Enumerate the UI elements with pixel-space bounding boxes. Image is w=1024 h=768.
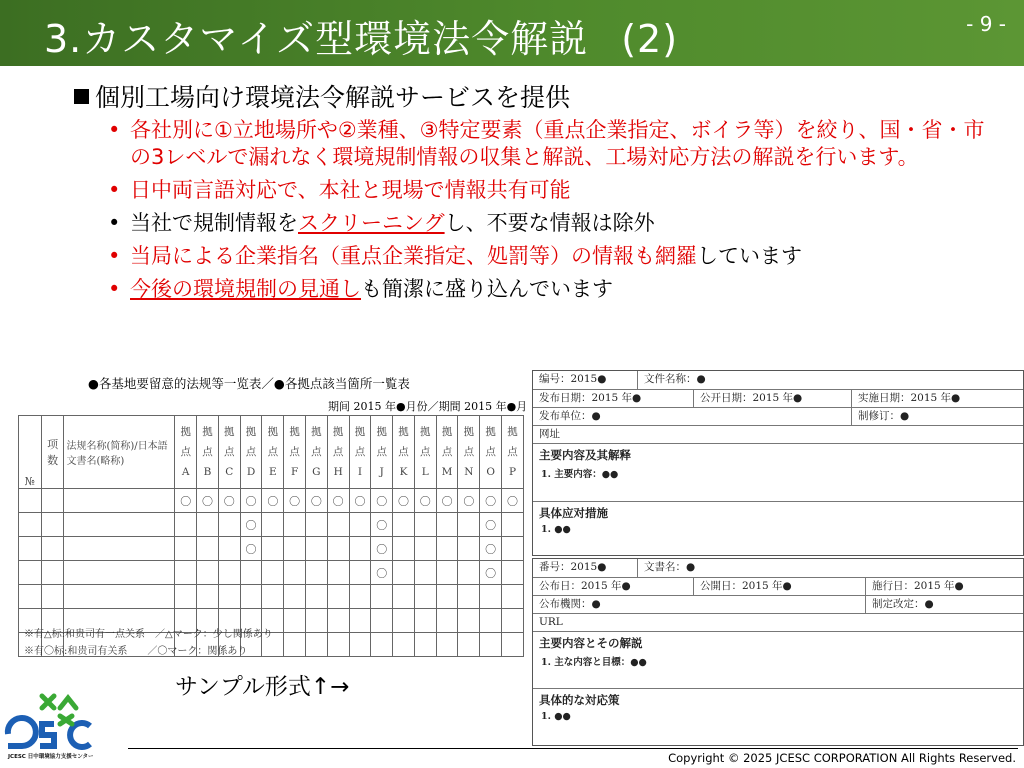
table-cell <box>414 489 436 513</box>
base-label: 拠点 <box>332 426 344 458</box>
base-code: G <box>312 466 321 478</box>
circle-mark: 〇 <box>485 494 497 508</box>
table-cell <box>458 489 480 513</box>
table-cell <box>19 561 42 585</box>
base-code: M <box>441 466 453 478</box>
table-row <box>19 585 524 609</box>
table-cell <box>414 585 436 609</box>
table-cell <box>197 561 219 585</box>
note-triangle: ※有△标:和贵司有一点关系 ／△マーク：少し関係あり <box>24 629 273 640</box>
circle-mark: 〇 <box>485 518 497 532</box>
table-cell <box>480 609 502 633</box>
cn-form-row <box>533 371 1023 390</box>
header-base <box>502 416 524 489</box>
table-cell <box>284 537 306 561</box>
header-base <box>175 416 197 489</box>
bullet-3-underline: スクリーニング <box>298 211 445 235</box>
base-label: 拠点 <box>202 426 213 458</box>
table-cell <box>284 513 306 537</box>
table-cell <box>327 513 349 537</box>
table-cell <box>262 561 284 585</box>
table-cell <box>393 633 415 657</box>
table-cell <box>480 585 502 609</box>
circle-mark: 〇 <box>245 494 257 508</box>
base-label: 拠点 <box>311 426 322 458</box>
bullet-4-red: 当局による企業指名（重点企業指定、処罰等）の情報も網羅 <box>130 244 697 268</box>
table-cell <box>502 633 524 657</box>
jp-revision: 制定改定：● <box>865 596 1023 613</box>
table-cell <box>502 609 524 633</box>
bullet-2-text: 日中両言語対応で、本社と現場で情報共有可能 <box>130 178 571 202</box>
table-cell <box>64 585 175 609</box>
table-cell <box>218 489 240 513</box>
table-cell <box>262 513 284 537</box>
header-base <box>197 416 219 489</box>
table-cell <box>64 561 175 585</box>
sample-law-list <box>18 368 528 657</box>
cn-doc-name: 文件名称：● <box>637 371 1023 389</box>
table-cell <box>197 513 219 537</box>
table-cell <box>41 489 64 513</box>
cn-number: 编号：2015● <box>539 373 607 385</box>
circle-mark: 〇 <box>332 494 344 508</box>
jp-issuer: 公布機関：● <box>539 598 601 610</box>
sample-notes <box>24 626 273 660</box>
circle-mark: 〇 <box>267 494 279 508</box>
table-cell <box>305 489 327 513</box>
table-row <box>19 489 524 513</box>
table-cell <box>502 513 524 537</box>
table-cell <box>393 489 415 513</box>
cn-content-title: 主要内容及其解释 <box>539 448 631 462</box>
table-cell <box>393 561 415 585</box>
cn-revision: 制修订：● <box>851 408 1023 425</box>
table-cell <box>19 537 42 561</box>
note-circle: ※有〇标:和贵司有关系 ／〇マーク：関係あり <box>24 646 248 657</box>
base-label: 拠点 <box>267 426 279 458</box>
bullet-item <box>108 210 998 237</box>
jp-content-title: 主要内容とその解説 <box>539 636 643 650</box>
header-base <box>371 416 393 489</box>
slide-title-text: 3.カスタマイズ型環境法令解説 <box>44 17 589 61</box>
bullet-5-red: 今後の環境規制の見通し <box>130 277 361 301</box>
table-cell <box>218 513 240 537</box>
bullet-item <box>108 276 998 303</box>
main-heading-text: 個別工場向け環境法令解説サービスを提供 <box>95 83 571 112</box>
cn-content-block <box>533 444 1023 502</box>
jp-action-block <box>533 689 1023 741</box>
jp-content-item: 1. 主な内容と目標：●● <box>541 657 647 668</box>
circle-mark: 〇 <box>419 494 431 508</box>
table-cell <box>262 489 284 513</box>
circle-mark: 〇 <box>289 494 301 508</box>
base-label: 拠点 <box>441 426 453 458</box>
base-label: 拠点 <box>224 426 235 458</box>
base-code: H <box>333 466 343 478</box>
base-code: E <box>268 466 277 478</box>
header-base <box>414 416 436 489</box>
table-cell <box>19 489 42 513</box>
table-cell <box>480 513 502 537</box>
table-cell <box>458 609 480 633</box>
header-base <box>218 416 240 489</box>
cn-regulation-form <box>532 370 1024 556</box>
sample-law-table <box>18 415 524 657</box>
table-cell <box>64 537 175 561</box>
table-cell <box>480 633 502 657</box>
table-cell <box>327 633 349 657</box>
table-cell <box>19 585 42 609</box>
table-cell <box>436 489 458 513</box>
table-cell <box>371 513 393 537</box>
header-law-name: 法规名称(简称)/日本語文書名(略称) <box>64 416 175 489</box>
jp-content-block <box>533 632 1023 689</box>
header-base <box>393 416 415 489</box>
table-row <box>19 537 524 561</box>
circle-mark: 〇 <box>223 494 235 508</box>
table-cell <box>175 513 197 537</box>
table-cell <box>262 537 284 561</box>
sample-list-period: 期间 2015 年●月份／期間 2015 年●月 <box>328 400 528 413</box>
table-cell <box>197 489 219 513</box>
jp-number: 番号：2015● <box>539 561 607 573</box>
table-cell <box>458 585 480 609</box>
slide-title-suffix: (2) <box>621 17 679 61</box>
bullet-item <box>108 243 998 270</box>
table-cell <box>349 609 371 633</box>
table-cell <box>349 633 371 657</box>
table-cell <box>64 513 175 537</box>
table-cell <box>349 561 371 585</box>
table-cell <box>458 537 480 561</box>
base-code: A <box>181 466 190 478</box>
table-cell <box>371 609 393 633</box>
table-cell <box>393 513 415 537</box>
header-base <box>436 416 458 489</box>
table-cell <box>218 537 240 561</box>
jp-action-title: 具体的な対応策 <box>539 693 620 707</box>
circle-mark: 〇 <box>485 542 497 556</box>
cn-content-item: 1. 主要内容：●● <box>541 469 619 480</box>
circle-mark: 〇 <box>245 542 257 556</box>
table-cell <box>197 537 219 561</box>
table-cell <box>284 585 306 609</box>
table-cell <box>414 513 436 537</box>
table-cell <box>480 561 502 585</box>
header-base <box>327 416 349 489</box>
header-base <box>284 416 306 489</box>
table-cell <box>305 585 327 609</box>
jp-form-row <box>533 596 1023 614</box>
table-cell <box>393 585 415 609</box>
square-bullet-icon <box>74 89 89 104</box>
table-cell <box>41 537 64 561</box>
bullet-3-post: し、不要な情報は除外 <box>444 211 655 235</box>
base-code: B <box>203 466 212 478</box>
jp-regulation-form <box>532 558 1024 746</box>
table-cell <box>240 561 262 585</box>
table-cell <box>305 633 327 657</box>
table-cell <box>349 489 371 513</box>
base-code: N <box>464 466 474 478</box>
table-cell <box>436 585 458 609</box>
jp-doc-name: 文書名：● <box>637 559 1023 577</box>
header-base <box>240 416 262 489</box>
bullet-item <box>108 117 998 171</box>
jp-open-date: 公開日：2015 年● <box>693 578 865 595</box>
table-row <box>19 561 524 585</box>
table-header-row <box>19 416 524 489</box>
footer-divider <box>128 748 1018 749</box>
table-cell <box>436 537 458 561</box>
table-cell <box>284 609 306 633</box>
cn-action-block <box>533 502 1023 554</box>
circle-mark: 〇 <box>507 494 518 508</box>
bullet-3-pre: 当社で規制情報を <box>130 211 298 235</box>
table-cell <box>502 537 524 561</box>
jp-form-row <box>533 578 1023 596</box>
circle-mark: 〇 <box>376 566 388 580</box>
circle-mark: 〇 <box>354 494 366 508</box>
table-cell <box>393 609 415 633</box>
table-cell <box>305 609 327 633</box>
table-cell <box>436 513 458 537</box>
table-cell <box>327 561 349 585</box>
jp-action-item: 1. ●● <box>541 711 571 722</box>
table-cell <box>458 561 480 585</box>
cn-form-row <box>533 426 1023 444</box>
circle-mark: 〇 <box>376 542 388 556</box>
header-base <box>458 416 480 489</box>
table-cell <box>284 633 306 657</box>
base-code: L <box>421 466 429 478</box>
table-cell <box>371 537 393 561</box>
cn-effective-date: 实施日期：2015 年● <box>851 390 1023 407</box>
circle-mark: 〇 <box>245 518 257 532</box>
table-cell <box>305 537 327 561</box>
circle-mark: 〇 <box>201 494 213 508</box>
table-cell <box>175 561 197 585</box>
bullet-item <box>108 177 998 204</box>
table-row <box>19 513 524 537</box>
table-cell <box>284 561 306 585</box>
bullet-list <box>108 117 998 309</box>
base-code: O <box>486 466 495 478</box>
cn-action-item: 1. ●● <box>541 524 571 535</box>
jp-effective-date: 施行日：2015 年● <box>865 578 1023 595</box>
base-label: 拠点 <box>376 426 387 458</box>
table-cell <box>502 585 524 609</box>
jp-form-row <box>533 559 1023 578</box>
base-code: D <box>246 466 256 478</box>
table-cell <box>64 489 175 513</box>
circle-mark: 〇 <box>376 518 388 532</box>
table-cell <box>41 585 64 609</box>
jp-form-row <box>533 614 1023 632</box>
table-cell <box>349 585 371 609</box>
header-base <box>349 416 371 489</box>
base-code: C <box>225 466 234 478</box>
base-label: 拠点 <box>420 426 431 458</box>
table-cell <box>349 537 371 561</box>
table-cell <box>19 513 42 537</box>
table-cell <box>480 537 502 561</box>
table-cell <box>240 489 262 513</box>
logo-text: JCESC 日中環境協力支援センター <box>8 754 94 760</box>
base-label: 拠点 <box>463 426 475 458</box>
table-cell <box>371 489 393 513</box>
table-cell <box>327 489 349 513</box>
circle-mark: 〇 <box>376 494 388 508</box>
circle-mark: 〇 <box>485 566 497 580</box>
header-item-count: 项数 <box>41 416 64 489</box>
base-code: J <box>379 466 384 478</box>
circle-mark: 〇 <box>180 494 192 508</box>
jp-publish-date: 公布日：2015 年● <box>539 580 631 592</box>
base-code: I <box>357 466 363 478</box>
cn-publish-date: 发布日期：2015 年● <box>539 392 642 404</box>
page-number: - 9 - <box>966 12 1006 36</box>
table-cell <box>240 513 262 537</box>
table-cell <box>327 537 349 561</box>
table-cell <box>414 609 436 633</box>
header-base <box>305 416 327 489</box>
base-label: 拠点 <box>398 426 409 458</box>
table-cell <box>414 633 436 657</box>
table-cell <box>502 561 524 585</box>
table-cell <box>436 609 458 633</box>
table-cell <box>327 609 349 633</box>
table-cell <box>414 537 436 561</box>
table-cell <box>349 513 371 537</box>
table-cell <box>218 561 240 585</box>
bullet-5-black: も簡潔に盛り込んでいます <box>361 277 613 301</box>
base-label: 拠点 <box>507 426 518 458</box>
sample-list-title: ●各基地要留意的法规等一览表／●各拠点該当箇所一覧表 <box>88 376 410 391</box>
table-cell <box>436 561 458 585</box>
jp-url: URL <box>539 616 563 628</box>
header-no: № <box>19 416 42 489</box>
table-cell <box>327 585 349 609</box>
table-cell <box>458 513 480 537</box>
bullet-1-text: 各社別に①立地場所や②業種、③特定要素（重点企業指定、ボイラ等）を絞り、国・省・市の3レベルで漏れなく環境規制情報の収集と解説、工場対応方法の解説を行います。 <box>130 118 985 169</box>
base-label: 拠点 <box>354 426 366 458</box>
table-cell <box>218 585 240 609</box>
cn-form-row <box>533 390 1023 408</box>
circle-mark: 〇 <box>398 494 409 508</box>
sample-caption: サンプル形式↑→ <box>175 674 350 700</box>
circle-mark: 〇 <box>441 494 453 508</box>
table-cell <box>41 513 64 537</box>
table-cell <box>371 585 393 609</box>
base-label: 拠点 <box>245 426 257 458</box>
header-base <box>480 416 502 489</box>
table-cell <box>371 561 393 585</box>
circle-mark: 〇 <box>463 494 475 508</box>
table-cell <box>371 633 393 657</box>
table-cell <box>262 585 284 609</box>
table-cell <box>393 537 415 561</box>
table-cell <box>305 513 327 537</box>
table-cell <box>305 561 327 585</box>
header-base <box>262 416 284 489</box>
cn-form-row <box>533 408 1023 426</box>
table-cell <box>480 489 502 513</box>
table-cell <box>284 489 306 513</box>
base-code: F <box>290 466 299 478</box>
table-cell <box>458 633 480 657</box>
table-cell <box>436 633 458 657</box>
base-code: K <box>399 466 408 478</box>
base-label: 拠点 <box>289 426 300 458</box>
table-cell <box>41 561 64 585</box>
circle-mark: 〇 <box>310 494 322 508</box>
cn-url: 网址 <box>539 428 560 440</box>
table-cell <box>240 537 262 561</box>
table-cell <box>175 489 197 513</box>
title-bar <box>0 0 1024 66</box>
table-cell <box>175 585 197 609</box>
slide-title <box>44 8 678 63</box>
copyright-text: Copyright © 2025 JCESC CORPORATION All Rights Reserved. <box>668 751 1016 765</box>
bullet-4-black: しています <box>697 244 802 268</box>
main-heading <box>74 78 570 114</box>
table-cell <box>502 489 524 513</box>
logo-mark <box>8 696 90 747</box>
cn-open-date: 公开日期：2015 年● <box>693 390 851 407</box>
table-cell <box>175 537 197 561</box>
table-cell <box>240 585 262 609</box>
base-label: 拠点 <box>485 426 496 458</box>
table-cell <box>414 561 436 585</box>
base-label: 拠点 <box>180 426 191 458</box>
base-code: P <box>508 466 517 478</box>
table-cell <box>197 585 219 609</box>
cn-issuer: 发布单位：● <box>539 410 601 422</box>
cn-action-title: 具体应对措施 <box>539 506 608 520</box>
